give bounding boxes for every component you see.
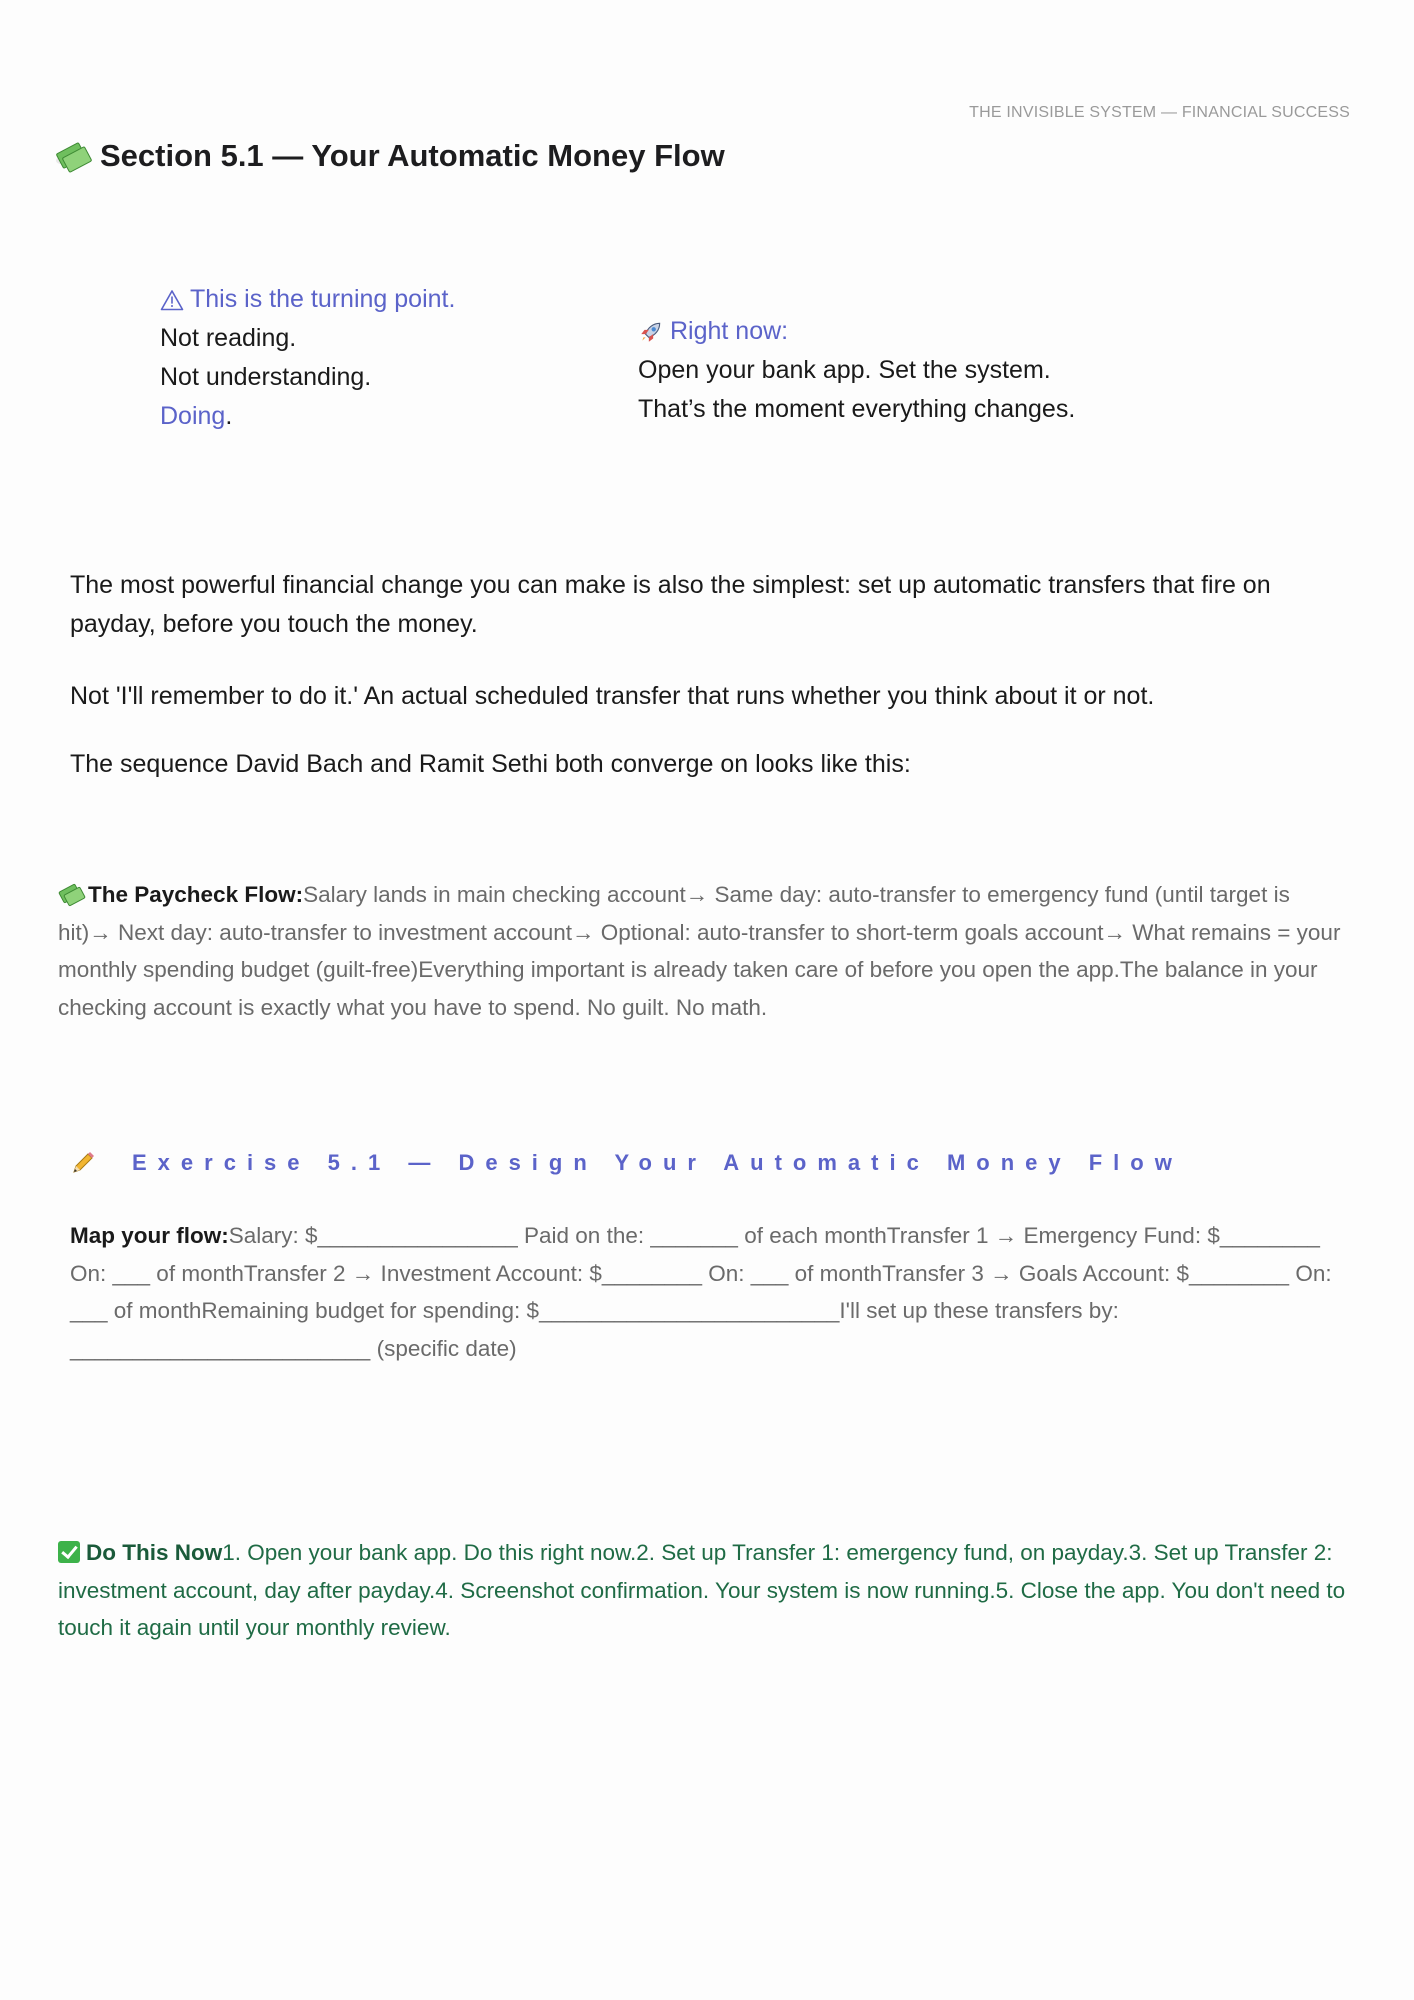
callout-line: Not understanding. [160,363,372,391]
money-with-wings-icon [56,143,90,169]
body-paragraph: The sequence David Bach and Ramit Sethi both converge on looks like this: [70,750,911,778]
callout-line: Open your bank app. Set the system. [638,356,1051,384]
section-title [56,138,725,174]
callout-line: That’s the moment everything changes. [638,395,1076,423]
paycheck-flow-text: Salary lands in main checking account→ Same day: auto-transfer to emergency fund (until target is hit)→ Next day: auto-transfer to investment account→ Optional: auto-transfer to short-term goals account→ What remains = your monthly spending budget (guilt-free)Everything important is already taken care of before you open the app.The balance in your checking account is exactly what you have to spend. No guilt. No math. [58,882,1341,1020]
right-now-callout [638,312,1075,429]
body-paragraph: The most powerful financial change you can make is also the simplest: set up automatic transfers that fire on payday, before you touch the money. [70,571,1271,638]
callout-line [160,397,455,436]
do-this-now-label: Do This Now [86,1540,223,1565]
map-flow-label: Map your flow: [70,1223,229,1248]
check-mark-icon [58,1541,80,1563]
turning-point-callout [160,280,455,436]
paycheck-flow-box [58,876,1348,1026]
do-this-now-box [58,1534,1348,1647]
exercise-fill-in-text: Salary: $________________ Paid on the: _______ of each monthTransfer 1 → Emergency Fund: $________ On: ___ of monthTransfer 2 → Investment Account: $________ On: ___ of monthTransfer 3 → Goals Account: $________ On: ___ of monthRemaining budget for spending: $________________________I'll set up these transfers by: ________________________ (specific date) [70,1223,1332,1361]
paycheck-flow-label: The Paycheck Flow: [88,882,304,907]
doing-accent-text: Doing [160,402,226,430]
pencil-icon [70,1150,96,1176]
exercise-body [70,1217,1340,1367]
exercise-title-text: Exercise 5.1 — Design Your Automatic Money Flow [132,1150,1183,1175]
rocket-icon [638,319,664,345]
callout-line: Not reading. [160,324,297,352]
warning-icon [160,289,184,311]
money-with-wings-icon [58,884,84,904]
right-now-heading-text: Right now: [670,317,789,345]
turning-point-heading-text: This is the turning point. [190,285,456,313]
exercise-title [70,1150,1183,1176]
doing-period: . [225,402,233,430]
body-paragraph: Not 'I'll remember to do it.' An actual scheduled transfer that runs whether you think about it or not. [70,682,1155,710]
running-header: THE INVISIBLE SYSTEM — FINANCIAL SUCCESS [969,104,1350,121]
turning-point-heading [160,280,455,319]
section-title-text: Section 5.1 — Your Automatic Money Flow [100,138,725,173]
right-now-heading [638,312,1075,351]
do-this-now-text: 1. Open your bank app. Do this right now.2. Set up Transfer 1: emergency fund, on payday.3. Set up Transfer 2: investment account, day after payday.4. Screenshot confirmation. Your system is now running.5. Close the app. You don't need to touch it again until your monthly review. [58,1540,1346,1640]
